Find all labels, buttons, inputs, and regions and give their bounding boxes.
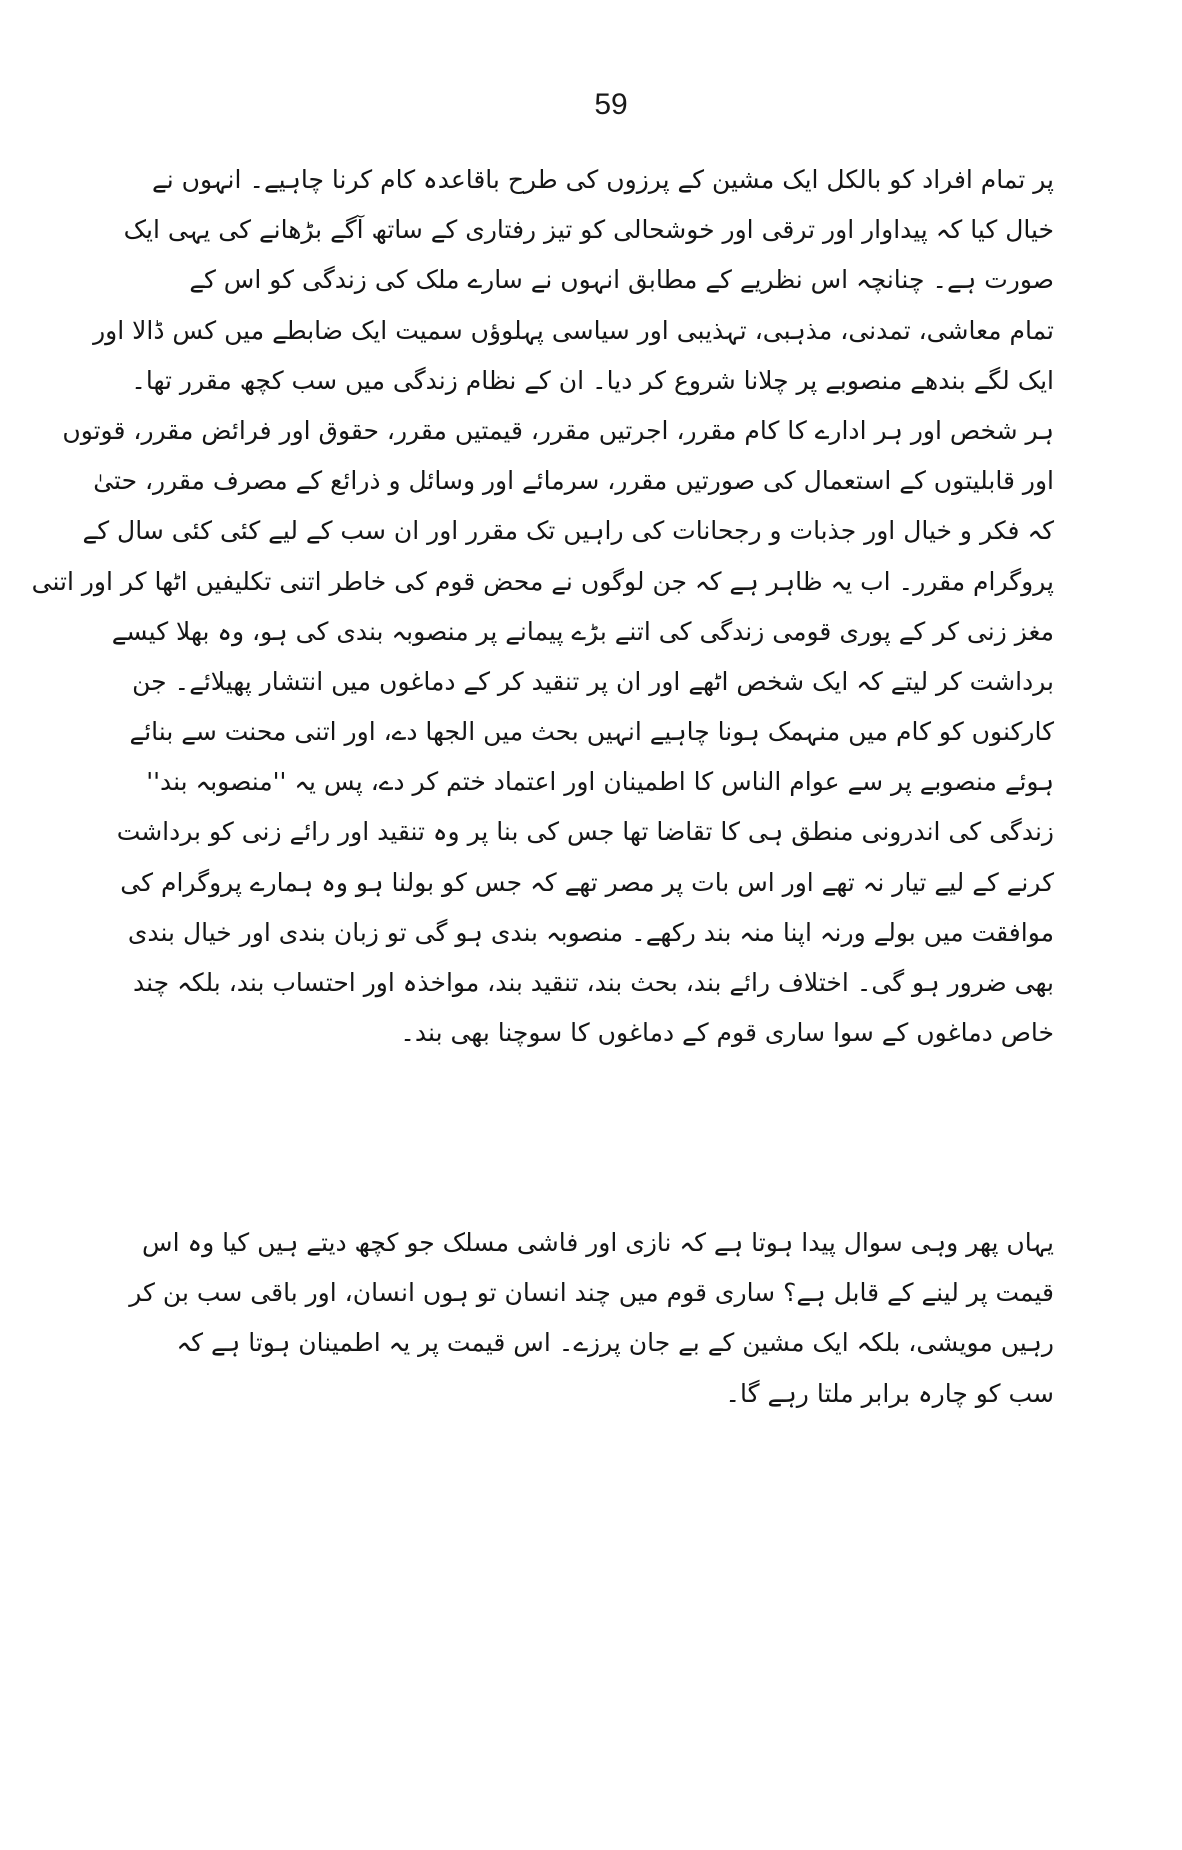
text-line: ہوئے منصوبے پر سے عوام الناس کا اطمینان اور اعتماد ختم کر دے، پس یہ ''منصوبہ بند'' bbox=[146, 767, 1054, 797]
text-line: زندگی کی اندرونی منطق ہی کا تقاضا تھا جس کی بنا پر وہ تنقید اور رائے زنی کو برداشت bbox=[116, 817, 1054, 847]
text-line: قیمت پر لینے کے قابل ہے؟ ساری قوم میں چند انسان تو ہوں انسان، اور باقی سب بن کر bbox=[129, 1278, 1054, 1308]
text-line: موافقت میں بولے ورنہ اپنا منہ بند رکھے۔ منصوبہ بندی ہو گی تو زبان بندی اور خیال بندی bbox=[127, 917, 1054, 947]
text-line: خاص دماغوں کے سوا ساری قوم کے دماغوں کا سوچنا بھی بند۔ bbox=[400, 1018, 1054, 1048]
text-line: بھی ضرور ہو گی۔ اختلاف رائے بند، بحث بند، تنقید بند، مواخذہ اور احتساب بند، بلکہ چند bbox=[133, 968, 1054, 997]
text-line: تمام معاشی، تمدنی، مذہبی، تہذیبی اور سیاسی پہلوؤں سمیت ایک ضابطے میں کس ڈالا اور bbox=[93, 315, 1054, 345]
text-line: رہیں مویشی، بلکہ ایک مشین کے بے جان پرزے۔ اس قیمت پر یہ اطمینان ہوتا ہے کہ bbox=[176, 1328, 1054, 1358]
text-line: ہر شخص اور ہر ادارے کا کام مقرر، اجرتیں مقرر، قیمتیں مقرر، حقوق اور فرائض مقرر، قوتوں bbox=[62, 415, 1054, 445]
paragraph-1 bbox=[31, 155, 1054, 1058]
text-line: مغز زنی کر کے پوری قومی زندگی کی اتنے بڑے پیمانے پر منصوبہ بندی کی ہو، وہ بھلا کیسے bbox=[111, 616, 1054, 646]
text-line: کارکنوں کو کام میں منہمک ہونا چاہیے انہیں بحث میں الجھا دے، اور اتنی محنت سے بنائے bbox=[129, 717, 1054, 747]
paragraph-2 bbox=[129, 1218, 1054, 1419]
text-line: کہ فکر و خیال اور جذبات و رجحانات کی راہیں تک مقرر اور ان سب کے لیے کئی کئی سال کے bbox=[82, 516, 1054, 546]
text-line: خیال کیا کہ پیداوار اور ترقی اور خوشحالی کو تیز رفتاری کے ساتھ آگے بڑھانے کی یہی ایک bbox=[123, 215, 1054, 245]
text-line: برداشت کر لیتے کہ ایک شخص اٹھے اور ان پر تنقید کر کے دماغوں میں انتشار پھیلائے۔ جن bbox=[132, 666, 1054, 696]
text-line: پر تمام افراد کو بالکل ایک مشین کے پرزوں کی طرح باقاعدہ کام کرنا چاہیے۔ انہوں نے bbox=[152, 165, 1054, 194]
page-number: 59 bbox=[594, 88, 628, 121]
text-line: سب کو چارہ برابر ملتا رہے گا۔ bbox=[725, 1378, 1054, 1408]
text-line: اور قابلیتوں کے استعمال کی صورتیں مقرر، سرمائے اور وسائل و ذرائع کے مصرف مقرر، حتیٰ bbox=[93, 466, 1054, 496]
text-line: یہاں پھر وہی سوال پیدا ہوتا ہے کہ نازی اور فاشی مسلک جو کچھ دیتے ہیں کیا وہ اس bbox=[142, 1228, 1054, 1257]
text-line: پروگرام مقرر۔ اب یہ ظاہر ہے کہ جن لوگوں نے محض قوم کی خاطر اتنی تکلیفیں اٹھا کر اور اتنی bbox=[31, 566, 1054, 596]
text-line: کرنے کے لیے تیار نہ تھے اور اس بات پر مصر تھے کہ جس کو بولنا ہو وہ ہمارے پروگرام کی bbox=[120, 867, 1054, 897]
text-line: صورت ہے۔ چنانچہ اس نظریے کے مطابق انہوں نے سارے ملک کی زندگی کو اس کے bbox=[189, 265, 1054, 295]
text-line: ایک لگے بندھے منصوبے پر چلانا شروع کر دیا۔ ان کے نظام زندگی میں سب کچھ مقرر تھا۔ bbox=[131, 365, 1054, 395]
